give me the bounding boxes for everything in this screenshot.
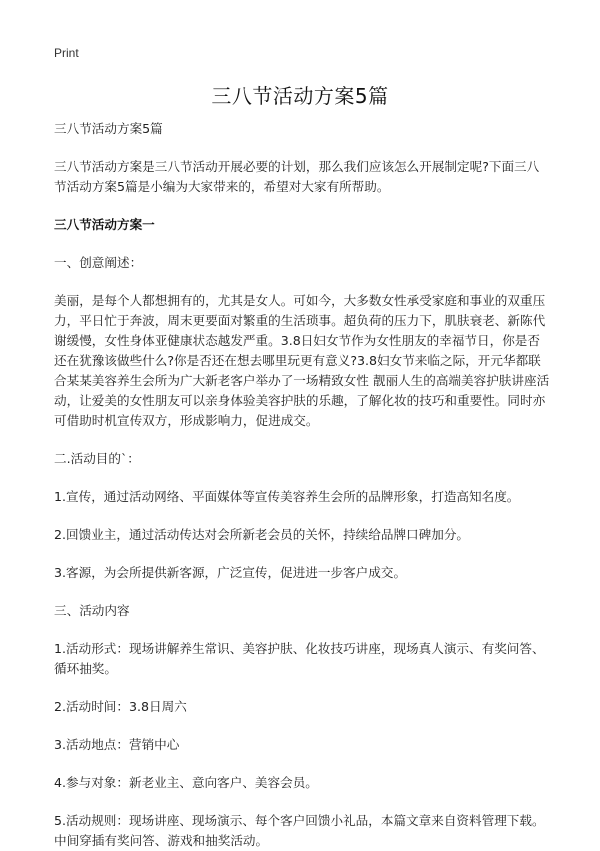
part2-item-2: 2.回馈业主，通过活动传达对会所新老会员的关怀，持续给品牌口碑加分。 <box>54 527 470 542</box>
part3-item-5: 5.活动规则：现场讲座、现场演示、每个客户回馈小礼品，本篇文章来自资料管理下载。中间穿插有奖问答、游戏和抽奖活动。 <box>54 813 545 848</box>
part3-item-2: 2.活动时间：3.8日周六 <box>54 699 187 714</box>
part2-heading: 二.活动目的`： <box>54 451 140 466</box>
part1-body: 美丽，是每个人都想拥有的，尤其是女人。可如今，大多数女性承受家庭和事业的双重压力，平日忙于奔波，周末更要面对繁重的生活琐事。超负荷的压力下，肌肤衰老、新陈代谢缓慢，女性身体亚健康状态越发严重。3.8日妇女节作为女性朋友的幸福节日，你是否还在犹豫该做些什么?你是否还在想去哪里玩更有意义?3.8妇女节来临之际，开元华都联合某某美容养生会所为广大新老客户举办了一场精致女性 靓丽人生的高端美容护肤讲座活动，让爱美的女性朋友可以亲身体验美容护肤的乐趣，了解化妆的技巧和重要性。同时亦可借助时机宣传双方，形成影响力，促进成交。 <box>54 293 550 428</box>
section-title: 三八节活动方案一 <box>54 217 155 232</box>
part3-item-4: 4.参与对象：新老业主、意向客户、美容会员。 <box>54 775 318 790</box>
print-label: Print <box>54 46 79 60</box>
part3-item-3: 3.活动地点：营销中心 <box>54 737 180 752</box>
document-subtitle: 三八节活动方案5篇 <box>54 121 163 136</box>
intro-paragraph: 三八节活动方案是三八节活动开展必要的计划，那么我们应该怎么开展制定呢?下面三八节活动方案5篇是小编为大家带来的，希望对大家有所帮助。 <box>54 159 540 194</box>
part3-item-1: 1.活动形式：现场讲解养生常识、美容护肤、化妆技巧讲座，现场真人演示、有奖问答、循环抽奖。 <box>54 641 545 676</box>
part2-item-1: 1.宣传，通过活动网络、平面媒体等宣传美容养生会所的品牌形象，打造高知名度。 <box>54 489 520 504</box>
document-body <box>54 119 550 851</box>
part1-heading: 一、创意阐述： <box>54 255 143 270</box>
document-title: 三八节活动方案5篇 <box>211 84 389 108</box>
part3-heading: 三、活动内容 <box>54 603 130 618</box>
part2-item-3: 3.客源，为会所提供新客源，广泛宣传，促进进一步客户成交。 <box>54 565 407 580</box>
